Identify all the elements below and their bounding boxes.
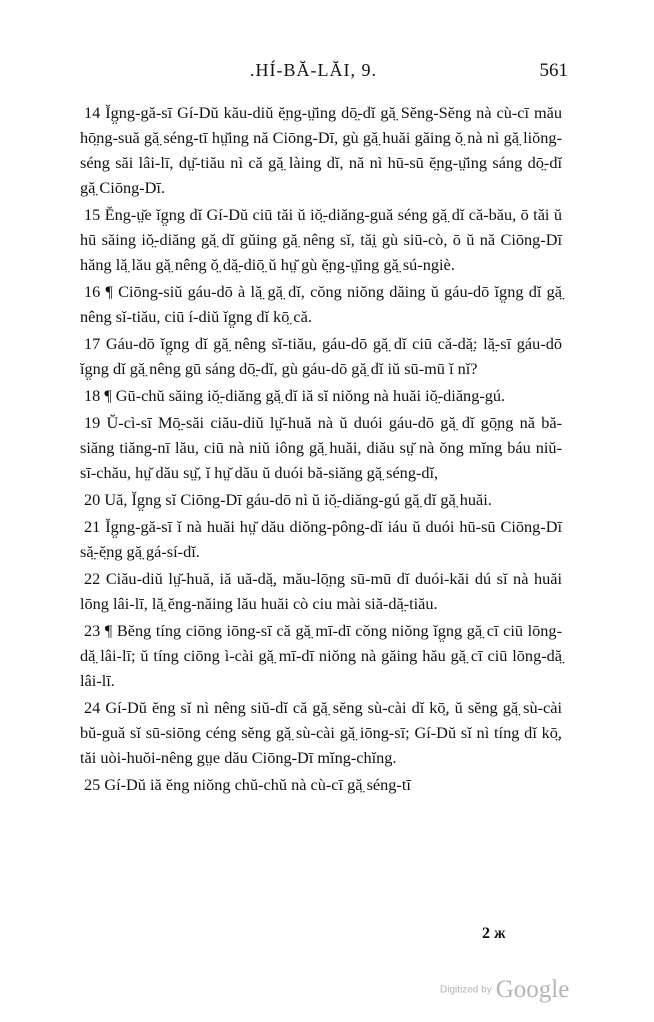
verse-15: 15 Ĕng-ṳ̆e ĭg̤ng dĭ Gí-Dŭ ciū tăi ŭ iŏ̤-diăng-guă séng gă̤ dĭ că-bău, ō tăi ŭ hū săing iŏ̤-diăng gă̤ dĭ gŭing gă̤ nêng sĭ, tăi̤ gù siū-cò, ō ŭ nă Ciōng-Dī hăng lă̤ lău gă̤ nêng ŏ̤ dă̤-diō̤ ŭ hṳ̆ gù ĕ̤ng-ṳ̆ing gă̤ sú-ngiè. bbox=[80, 205, 562, 274]
verse-17: 17 Gáu-dō ĭg̤ng dĭ gă̤ nêng sĭ-tiău, gáu-dō gă̤ dĭ ciū că-dă̤: lă̤-sī gáu-dō ĭg̤ng dĭ gă̤ nêng gū sáng dō̤-dĭ, gù gáu-dō gă̤ dĭ iŭ sū-mū ĭ nĭ? bbox=[80, 334, 562, 378]
watermark-prefix: Digitized by bbox=[440, 984, 492, 996]
verse-24: 24 Gí-Dŭ ĕng sĭ nì nêng siŭ-dĭ că gă̤ sĕng sù-cài dĭ kō̤, ŭ sĕng gă̤ sù-cài bŭ-guă sĭ sū-siōng céng sĕng gă̤ sù-cài gă̤ iōng-sī; Gí-Dŭ sĭ nì tíng dĭ kō̤, tăi uòi-huŏi-nêng gṳe dău Ciōng-Dī mĭng-chĭng. bbox=[80, 698, 562, 767]
verse-19: 19 Ŭ-cì-sī Mō̤-săi ciău-diŭ lṳ̆-huă nà ŭ duói gáu-dō gă̤ dĭ gō̤ng nă bă-siăng tiăng-nī lău, ciū nà niŭ iông gă̤ huăi, diău sṳ̆ nà ŏng mĭng báu niŭ-sī-chău, hṳ̆ dău sṳ̆, ĭ hṳ̆ dău ŭ duói bă-siăng gă̤ séng-dĭ, bbox=[80, 413, 562, 482]
verse-16: 16 ¶ Ciōng-siŭ gáu-dō à lă̤ gă̤ dĭ, cŏng niŏng dăing ŭ gáu-dō ĭg̤ng dĭ gă̤ nêng sĭ-tiău, ciū í-diŭ ĭg̤ng dĭ kō̤ că. bbox=[80, 282, 562, 326]
verse-14: 14 Ĭg̤ng-gă-sī Gí-Dŭ kău-diŭ ĕ̤ng-ṳ̆ing dō̤-dĭ gă̤ Sĕng-Sĕng nà cù-cī mău hō̤ng-suă gă̤ séng-tī hṳ̆ing nă Ciōng-Dī, gù gă̤ huăi găing ŏ̤ nà nì gă̤ liŏng-séng săi lâi-lī, dṳ̆-tiău nì că gă̤ làing dĭ, nă nì hū-sū ĕ̤ng-ṳ̆ing sáng dō̤-dĭ gă̤ Ciōng-Dī. bbox=[80, 103, 562, 197]
verse-22: 22 Ciău-diŭ lṳ̆-huă, iă uă-dă̤, mău-lō̤ng sū-mū dĭ duói-kăi dú sĭ nà huăi lōng lâi-lī, lă̤ ĕng-năing lău huăi cò ciu mài siă-dă̤-tiău. bbox=[80, 569, 562, 613]
verse-18: 18 ¶ Gū-chŭ săing iŏ̤-diăng gă̤ dĭ iă sĭ niŏng nà huăi iŏ̤-diăng-gú. bbox=[84, 386, 506, 405]
verse-20: 20 Uă, Ĭg̤ng sĭ Ciōng-Dī gáu-dō nì ŭ iŏ̤-diăng-gú gă̤ dĭ gă̤ huăi. bbox=[84, 490, 492, 509]
verse-23: 23 ¶ Bĕng tíng ciōng iōng-sī că gă̤ mī-dī cŏng niŏng ĭg̤ng gă̤ cī ciū lōng-dă̤ lâi-lī; ŭ tíng ciōng ì-cài gă̤ mī-dī niŏng nà găing hău gă̤ cī ciū lōng-dă̤ lâi-lī. bbox=[80, 621, 562, 690]
verse-25: 25 Gí-Dŭ iă ĕng niŏng chŭ-chŭ nà cù-cī gă̤ séng-tī bbox=[84, 775, 411, 794]
printer-signature-mark: 2 ж bbox=[482, 925, 506, 942]
verse-21: 21 Ĭg̤ng-gă-sī ĭ nà huăi hṳ̆ dău diŏng-pông-dĭ iáu ŭ duói hū-sū Ciōng-Dī să̤-ĕ̤ng gă̤ gá-sí-dĭ. bbox=[80, 517, 562, 561]
running-head: .HÍ-BĂ-LĂI, 9. bbox=[250, 60, 377, 80]
page-number: 561 bbox=[539, 60, 568, 81]
digitized-by-google-watermark bbox=[440, 976, 569, 1004]
page-header bbox=[80, 60, 568, 90]
verse-text-block bbox=[80, 100, 562, 799]
google-logo: Google bbox=[495, 976, 570, 1003]
